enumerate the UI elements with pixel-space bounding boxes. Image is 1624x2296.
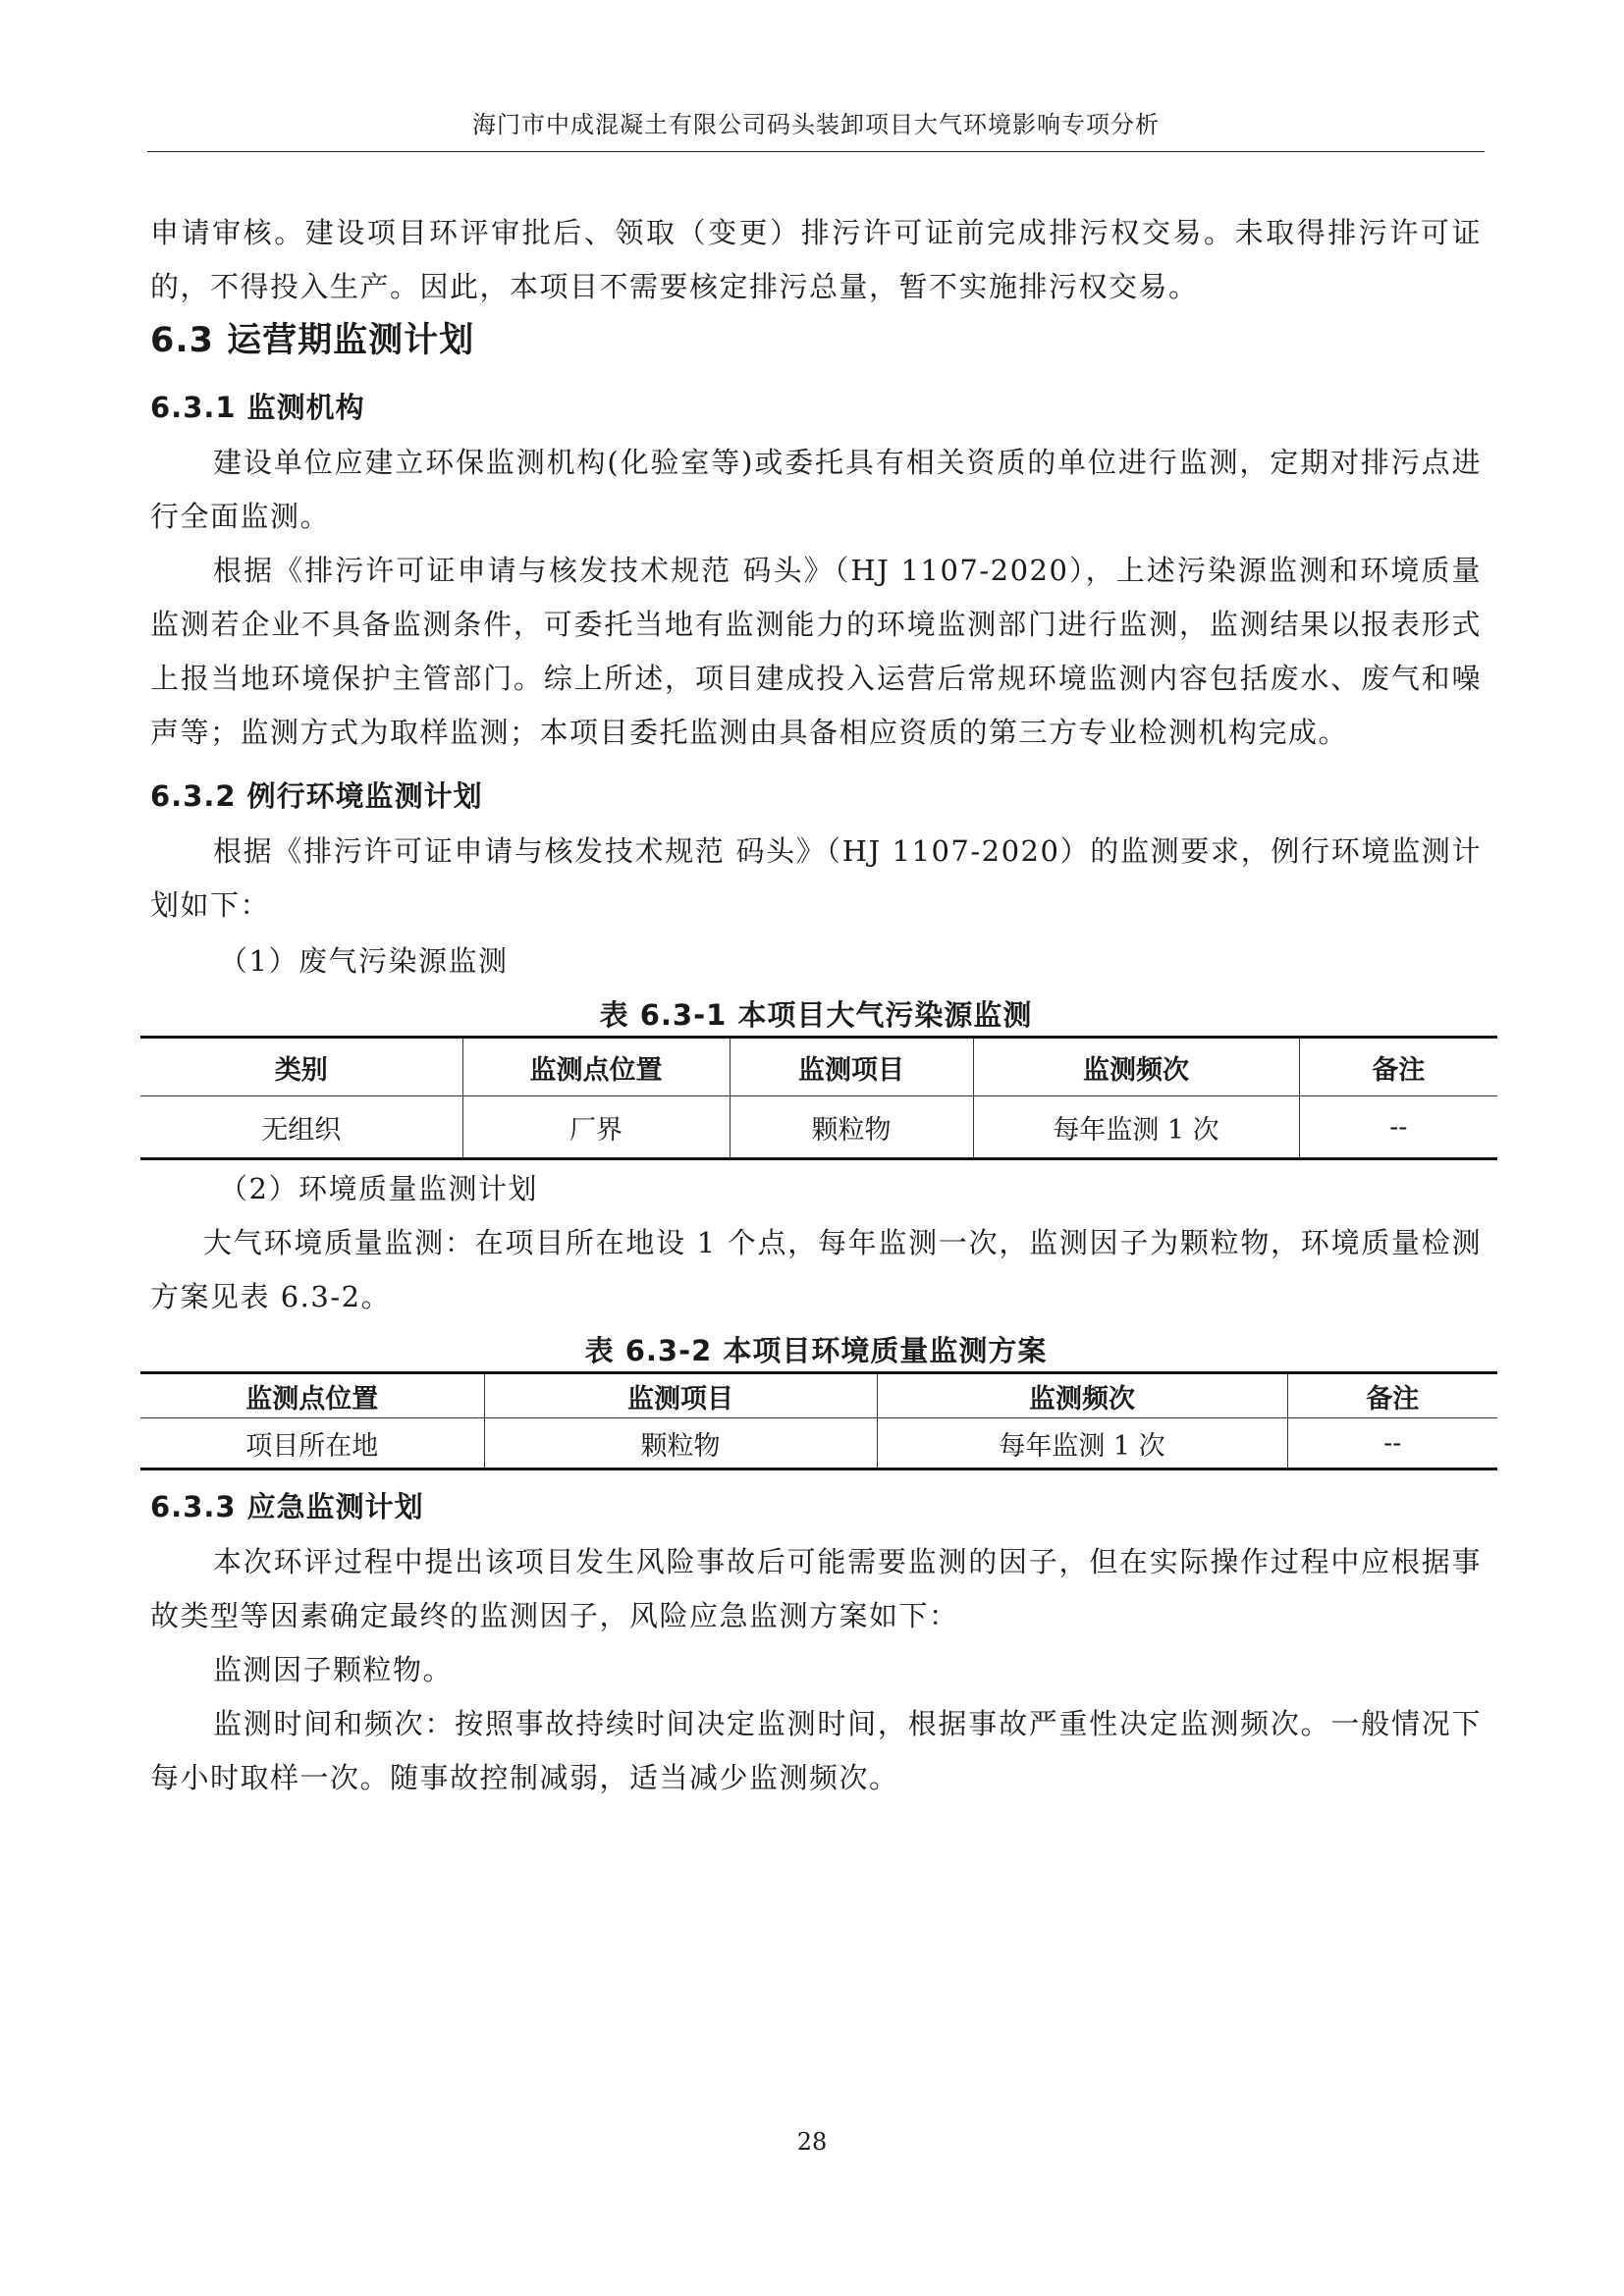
table-cell: --	[1299, 1096, 1497, 1159]
table-cell: 每年监测 1 次	[877, 1418, 1287, 1469]
page-content	[150, 206, 1482, 1805]
table-cell: --	[1287, 1418, 1497, 1469]
table-header-cell: 监测项目	[484, 1373, 877, 1418]
section-6-3-3-heading: 6.3.3 应急监测计划	[150, 1490, 424, 1523]
intro-paragraph: 申请审核。建设项目环评审批后、领取（变更）排污许可证前完成排污权交易。未取得排污许可证的，不得投入生产。因此，本项目不需要核定排污总量，暂不实施排污权交易。	[150, 216, 1482, 303]
table-header-cell: 监测频次	[877, 1373, 1287, 1418]
table-cell: 项目所在地	[245, 1430, 379, 1462]
table-cell: 无组织	[261, 1114, 342, 1146]
section-6-3-heading: 6.3 运营期监测计划	[150, 321, 475, 360]
table-cell: 厂界	[462, 1096, 730, 1159]
table-header-cell: 备注	[1287, 1373, 1497, 1418]
exhaust-source-item: （1）废气污染源监测	[219, 944, 509, 978]
monitoring-frequency-paragraph: 监测时间和频次：按照事故持续时间决定监测时间，根据事故严重性决定监测频次。一般情况下每小时取样一次。随事故控制减弱，适当减少监测频次。	[150, 1707, 1482, 1794]
monitoring-standard-paragraph: 根据《排污许可证申请与核发技术规范 码头》（HJ 1107-2020），上述污染源监测和环境质量监测若企业不具备监测条件，可委托当地有监测能力的环境监测部门进行监测，监测结果以报表形式上报当地环境保护主管部门。综上所述，项目建成投入运营后常规环境监测内容包括废水、废气和噪声等；监测方式为取样监测；本项目委托监测由具备相应资质的第三方专业检测机构完成。	[150, 554, 1482, 749]
page-header: 海门市中成混凝土有限公司码头装卸项目大气环境影响专项分析	[472, 111, 1160, 138]
header-divider	[147, 151, 1485, 152]
air-quality-item: （2）环境质量监测计划	[219, 1172, 538, 1205]
emergency-plan-paragraph: 本次环评过程中提出该项目发生风险事故后可能需要监测的因子，但在实际操作过程中应根据事故类型等因素确定最终的监测因子，风险应急监测方案如下：	[150, 1545, 1482, 1632]
section-6-3-1-heading: 6.3.1 监测机构	[150, 391, 365, 424]
table-header-cell: 监测点位置	[245, 1383, 379, 1415]
table-cell: 颗粒物	[484, 1418, 877, 1469]
table-cell: 颗粒物	[730, 1096, 973, 1159]
table-header-cell: 备注	[1299, 1038, 1497, 1096]
table-header-cell: 监测项目	[730, 1038, 973, 1096]
monitoring-factor-paragraph: 监测因子颗粒物。	[213, 1653, 454, 1686]
table-6-3-2	[140, 1371, 1497, 1470]
page-number: 28	[796, 2128, 828, 2156]
monitoring-agency-paragraph: 建设单位应建立环保监测机构(化验室等)或委托具有相关资质的单位进行监测，定期对排污点进行全面监测。	[150, 446, 1482, 533]
table-header-cell: 监测频次	[973, 1038, 1299, 1096]
table-row	[140, 1096, 1497, 1159]
table-6-3-1-caption: 表 6.3-1 本项目大气污染源监测	[599, 998, 1033, 1032]
routine-plan-paragraph: 根据《排污许可证申请与核发技术规范 码头》（HJ 1107-2020）的监测要求，例行环境监测计划如下：	[150, 834, 1482, 922]
table-6-3-1	[140, 1036, 1497, 1160]
table-row	[140, 1418, 1497, 1469]
table-header-row	[140, 1038, 1497, 1096]
table-header-row	[140, 1373, 1497, 1418]
table-header-cell: 监测点位置	[462, 1038, 730, 1096]
table-header-cell: 类别	[274, 1054, 328, 1086]
table-6-3-2-caption: 表 6.3-2 本项目环境质量监测方案	[584, 1334, 1048, 1367]
table-cell: 每年监测 1 次	[973, 1096, 1299, 1159]
air-quality-paragraph: 大气环境质量监测：在项目所在地设 1 个点，每年监测一次，监测因子为颗粒物，环境质量检测方案见表 6.3-2。	[150, 1226, 1482, 1313]
section-6-3-2-heading: 6.3.2 例行环境监测计划	[150, 779, 483, 813]
